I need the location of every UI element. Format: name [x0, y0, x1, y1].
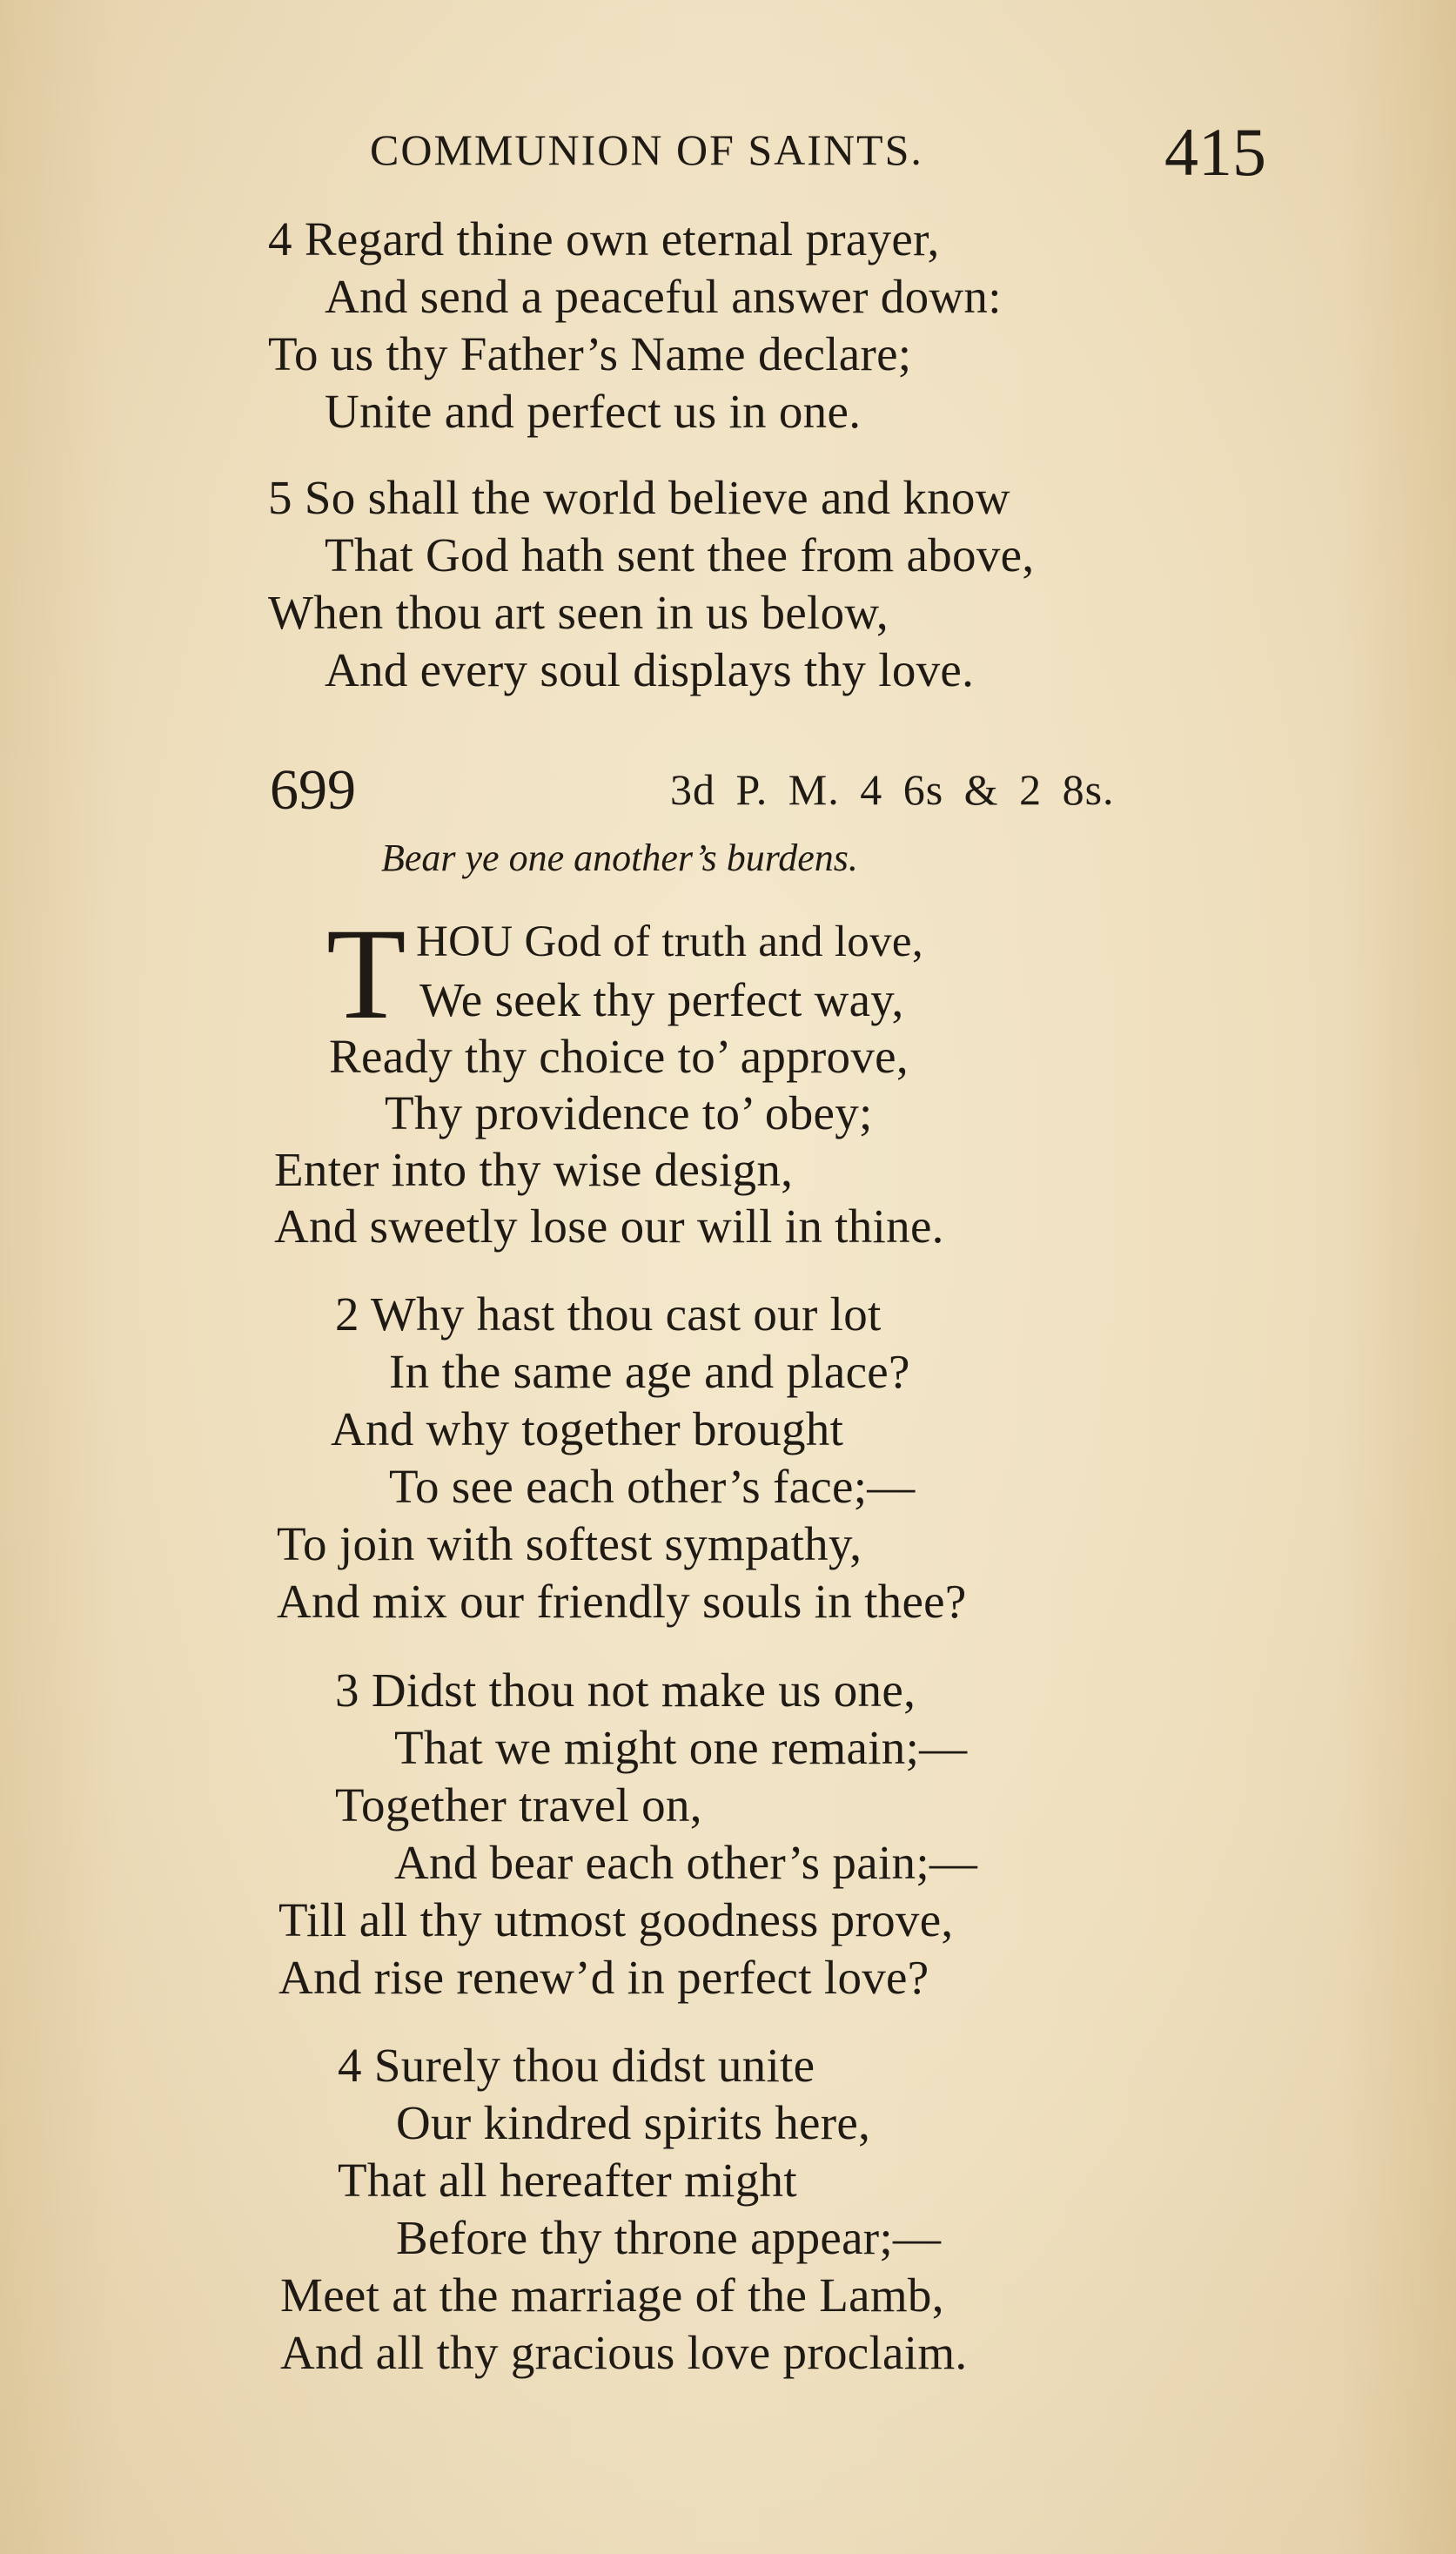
- verse-line: Together travel on,: [335, 1778, 702, 1831]
- verse-line: And why together brought: [331, 1402, 844, 1455]
- drop-cap: T: [326, 902, 406, 1046]
- verse-line: Enter into thy wise design,: [274, 1143, 794, 1196]
- verse-line: That we might one remain;—: [394, 1721, 968, 1774]
- verse-line: To see each other’s face;—: [389, 1460, 916, 1513]
- verse-line: In the same age and place?: [389, 1345, 910, 1398]
- page-number: 415: [1164, 114, 1266, 190]
- verse-line: Unite and perfect us in one.: [325, 385, 862, 438]
- running-title: COMMUNION OF SAINTS.: [370, 125, 923, 174]
- verse-line: Before thy throne appear;—: [396, 2211, 942, 2264]
- verse-line: And every soul displays thy love.: [325, 643, 975, 696]
- hymn-number: 699: [270, 758, 356, 822]
- hymn-meter: 3d P. M. 4 6s & 2 8s.: [670, 765, 1115, 814]
- verse-line: That God hath sent thee from above,: [325, 528, 1035, 581]
- verse-line: Meet at the marriage of the Lamb,: [280, 2268, 944, 2322]
- verse-line: Our kindred spirits here,: [396, 2096, 871, 2149]
- verse-line: And sweetly lose our will in thine.: [274, 1200, 944, 1253]
- verse-line: That all hereafter might: [338, 2154, 797, 2207]
- verse-line: And mix our friendly souls in thee?: [277, 1575, 967, 1628]
- verse-line: 4 Surely thou didst unite: [338, 2039, 815, 2092]
- verse-line: Till all thy utmost goodness prove,: [278, 1893, 954, 1946]
- verse-line: And send a peaceful answer down:: [325, 270, 1002, 323]
- verse-line: 2 Why hast thou cast our lot: [335, 1287, 882, 1341]
- verse-line: And rise renew’d in perfect love?: [278, 1951, 929, 2004]
- verse-line: To us thy Father’s Name declare;: [268, 327, 912, 380]
- verse-line: 3 Didst thou not make us one,: [335, 1663, 916, 1717]
- verse-line: HOU God of truth and love,: [416, 917, 923, 966]
- verse-line: We seek thy perfect way,: [419, 973, 904, 1026]
- verse-line: Thy providence to’ obey;: [385, 1086, 873, 1139]
- verse-line: 4 Regard thine own eternal prayer,: [268, 212, 940, 265]
- verse-line: When thou art seen in us below,: [268, 586, 889, 639]
- verse-line: And bear each other’s pain;—: [394, 1836, 978, 1889]
- verse-line: And all thy gracious love proclaim.: [280, 2326, 968, 2379]
- verse-line: 5 So shall the world believe and know: [268, 471, 1010, 524]
- verse-line: To join with softest sympathy,: [277, 1517, 862, 1570]
- hymn-subtitle: Bear ye one another’s burdens.: [381, 837, 858, 879]
- verse-line: Ready thy choice to’ approve,: [329, 1030, 909, 1083]
